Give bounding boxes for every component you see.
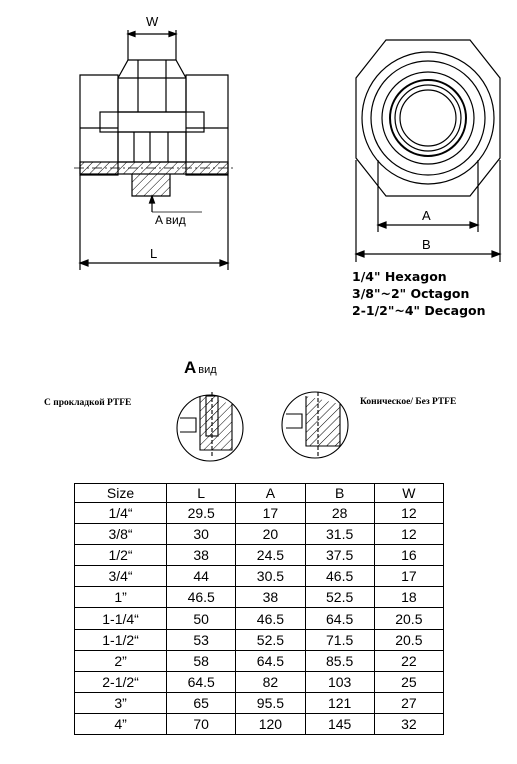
table-cell: 3/4“: [75, 566, 167, 587]
table-cell: 37.5: [305, 545, 374, 566]
section-detail: [132, 174, 170, 196]
table-cell: 18: [374, 587, 443, 608]
side-view: [74, 30, 234, 270]
table-cell: 2-1/2“: [75, 671, 167, 692]
collar: [100, 112, 204, 132]
table-cell: 1/4“: [75, 503, 167, 524]
arrow-icon: [356, 251, 364, 257]
hex-nut-top: [118, 60, 186, 112]
table-cell: 29.5: [167, 503, 236, 524]
table-row: [75, 524, 444, 545]
table-cell: 1-1/4“: [75, 608, 167, 629]
shape-notes: [352, 268, 486, 319]
table-cell: 65: [167, 692, 236, 713]
table-cell: 1/2“: [75, 545, 167, 566]
table-header-row: [75, 484, 444, 503]
annotation-ptfe: С прокладкой PTFE: [44, 398, 132, 408]
arrow-icon: [378, 222, 386, 228]
table-row: [75, 545, 444, 566]
table-row: [75, 692, 444, 713]
column-header: L: [167, 484, 236, 503]
table-cell: 50: [167, 608, 236, 629]
table-cell: 46.5: [167, 587, 236, 608]
table-row: [75, 587, 444, 608]
detail-ptfe: [177, 392, 243, 461]
column-header: B: [305, 484, 374, 503]
label-view-callout: A вид: [155, 213, 186, 227]
table-row: [75, 671, 444, 692]
arrow-icon: [169, 32, 176, 37]
table-row: [75, 650, 444, 671]
body-left: [80, 75, 118, 175]
column-header: Size: [75, 484, 167, 503]
table-cell: 85.5: [305, 650, 374, 671]
table-cell: 103: [305, 671, 374, 692]
body-right: [186, 75, 228, 175]
table-cell: 31.5: [305, 524, 374, 545]
table-cell: 20.5: [374, 608, 443, 629]
arrow-icon: [220, 260, 228, 266]
table-cell: 145: [305, 713, 374, 734]
label-a: A: [422, 208, 431, 223]
arrow-icon: [492, 251, 500, 257]
table-cell: 58: [167, 650, 236, 671]
annotation-conical: Коническое/ Без PTFE: [360, 397, 457, 407]
table-cell: 3”: [75, 692, 167, 713]
table-cell: 20: [236, 524, 305, 545]
table-cell: 30.5: [236, 566, 305, 587]
label-w: W: [146, 14, 159, 29]
arrow-icon: [150, 196, 155, 203]
table-row: [75, 608, 444, 629]
table-cell: 12: [374, 503, 443, 524]
shape-note: 2-1/2"~4" Decagon: [352, 303, 486, 318]
arrow-icon: [80, 260, 88, 266]
table-cell: 120: [236, 713, 305, 734]
column-header: A: [236, 484, 305, 503]
end-view: [356, 40, 500, 262]
table-cell: 24.5: [236, 545, 305, 566]
table-cell: 1”: [75, 587, 167, 608]
view-title-small: вид: [198, 364, 217, 376]
table-cell: 44: [167, 566, 236, 587]
table-cell: 95.5: [236, 692, 305, 713]
table-row: [75, 629, 444, 650]
table-cell: 2”: [75, 650, 167, 671]
table-cell: 71.5: [305, 629, 374, 650]
table-cell: 27: [374, 692, 443, 713]
table-cell: 70: [167, 713, 236, 734]
table-cell: 46.5: [236, 608, 305, 629]
view-title: [184, 358, 217, 378]
label-l: L: [150, 246, 158, 261]
table-cell: 17: [236, 503, 305, 524]
column-header: W: [374, 484, 443, 503]
shape-note: 1/4" Hexagon: [352, 269, 447, 284]
table-cell: 30: [167, 524, 236, 545]
table-cell: 1-1/2“: [75, 629, 167, 650]
table-row: [75, 566, 444, 587]
arrow-icon: [470, 222, 478, 228]
table-cell: 28: [305, 503, 374, 524]
table-cell: 22: [374, 650, 443, 671]
table-cell: 25: [374, 671, 443, 692]
table-cell: 64.5: [236, 650, 305, 671]
table-cell: 38: [167, 545, 236, 566]
table-cell: 3/8“: [75, 524, 167, 545]
table-cell: 17: [374, 566, 443, 587]
table-cell: 52.5: [236, 629, 305, 650]
table-cell: 32: [374, 713, 443, 734]
table-cell: 4”: [75, 713, 167, 734]
table-cell: 121: [305, 692, 374, 713]
table-row: [75, 503, 444, 524]
table-cell: 64.5: [167, 671, 236, 692]
table-cell: 16: [374, 545, 443, 566]
table-cell: 52.5: [305, 587, 374, 608]
arrow-icon: [128, 32, 135, 37]
view-title-main: A: [184, 358, 197, 377]
table-row: [75, 713, 444, 734]
dimension-table: [74, 483, 444, 735]
label-b: B: [422, 237, 431, 252]
shape-note: 3/8"~2" Octagon: [352, 286, 470, 301]
table-cell: 38: [236, 587, 305, 608]
table-cell: 12: [374, 524, 443, 545]
table-cell: 64.5: [305, 608, 374, 629]
table-cell: 82: [236, 671, 305, 692]
table-cell: 20.5: [374, 629, 443, 650]
table-cell: 53: [167, 629, 236, 650]
centre-nut: [118, 132, 186, 162]
detail-conical: [282, 392, 348, 458]
table-cell: 46.5: [305, 566, 374, 587]
